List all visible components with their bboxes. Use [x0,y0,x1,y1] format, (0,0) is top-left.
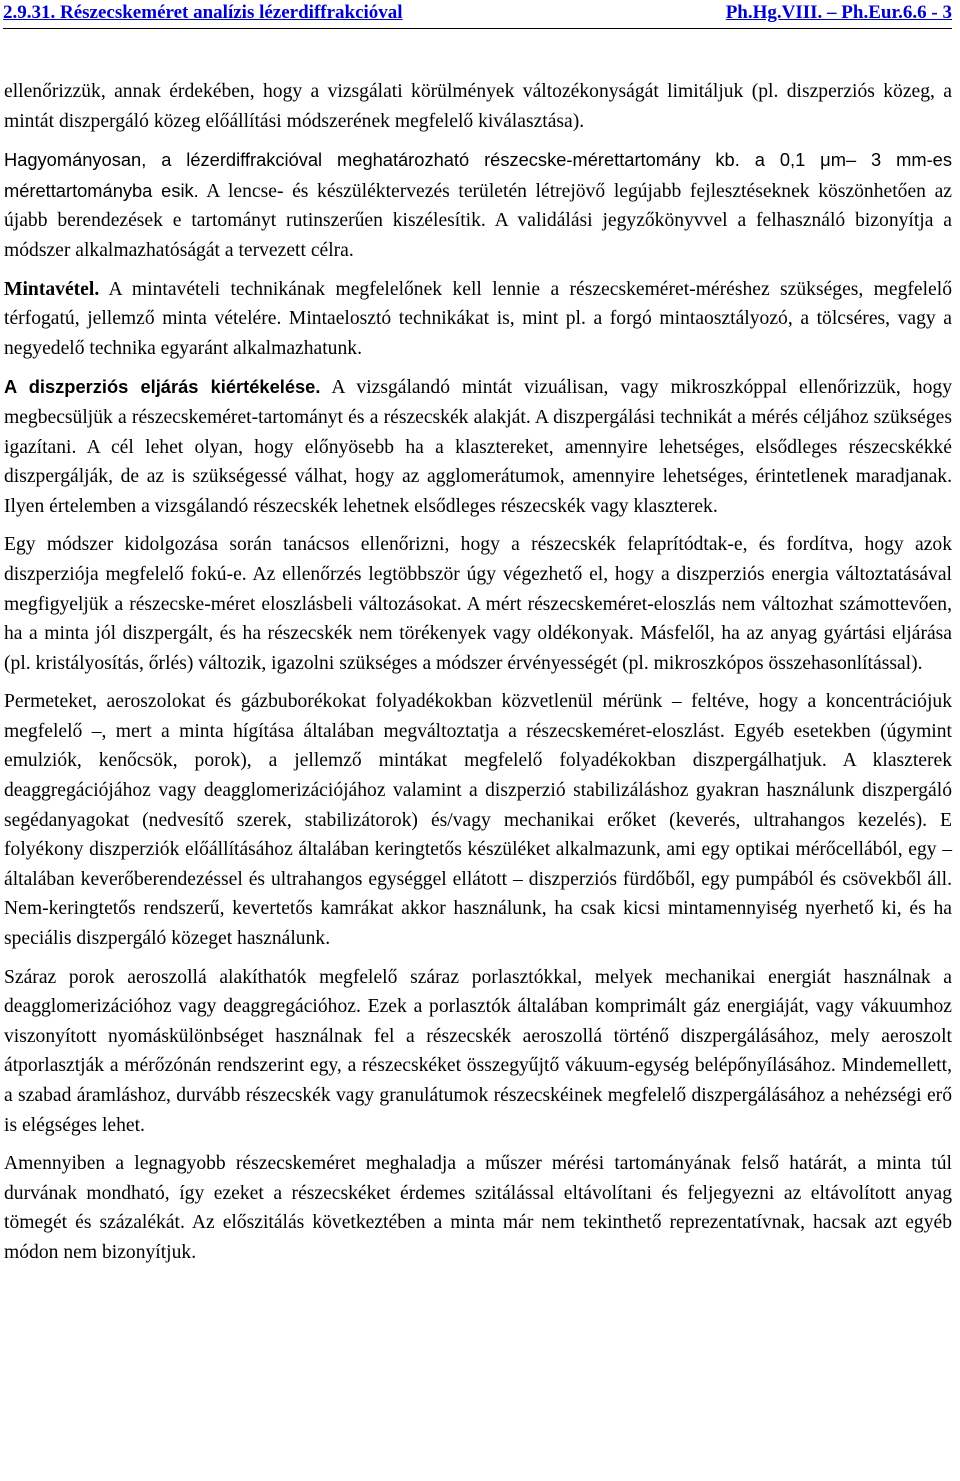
document-body [4,77,952,1268]
paragraph-method-development [4,530,952,678]
paragraph-heading: Mintavétel. [4,278,100,300]
paragraph-text: ellenőrizzük, annak érdekében, hogy a vizsgálati körülmények változékonyságát limitáljuk (pl. diszperziós közeg, a mintát diszpergáló közeg előállítási módszerének megfelelő kiválasztása). [4,81,952,132]
paragraph-dispersion-evaluation [4,372,952,521]
paragraph-dry-powder [4,963,952,1141]
paragraph-text: A vizsgálandó mintát vizuálisan, vagy mikroszkóppal ellenőrizzük, hogy megbecsüljük a részecskeméret-tartományt és a részecskék alakját. A diszpergálási technikát a mérés céljához szükséges igazítani. A cél lehet olyan, hogy előnyösebb ha a klasztereket, amennyire lehetséges, elsődleges részecskékké diszpergálják, de az is szükségessé válhat, hogy az agglomerátumok, amennyire lehetséges, érintetlenek maradjanak. Ilyen értelemben a vizsgálandó részecskék lehetnek elsődleges részecskék vagy klaszterek. [4,377,952,517]
paragraph-liquid-dispersion [4,687,952,953]
paragraph-text: A validálási jegyzőkönyvvel a felhasználó bizonyítja a módszer alkalmazhatóságát a tervezett célra. [4,210,952,261]
paragraph-measurement-range [4,145,952,265]
paragraph-text: Egy módszer kidolgozása során tanácsos ellenőrizni, hogy a részecskék felaprítódtak-e, és fordítva, hogy azok diszperziója megfelelő fokú-e. Az ellenőrzés legtöbbször úgy végezhető el, hogy a diszperziós energia változtatásával megfigyeljük a részecske-méret eloszlásbeli változásokat. A mért részecskeméret-eloszlás nem változhat számottevően, ha a minta jól diszpergált, és ha részecskék nem törékenyek vagy oldékonyak. Másfelől, ha az anyag gyártási eljárása (pl. kristályosítás, őrlés) változik, igazolni szükséges a módszer érvényességét (pl. mikroszkópos összehasonlítással). [4,534,952,674]
paragraph-sampling [4,275,952,364]
paragraph-continuation [4,77,952,136]
pharmacopoeia-reference: Ph.Hg.VIII. – Ph.Eur.6.6 - 3 [725,2,952,23]
paragraph-text: Permeteket, aeroszolokat és gázbuborékokat folyadékokban közvetlenül mérünk – feltéve, hogy a koncentrációjuk megfelelő –, mert a minta hígítása általában megváltoztatja a részecskeméret-eloszlást. Egyéb esetekben (úgymint emulziók, kenőcsök, porok), a jellemző mintákat megfelelő folyadékokban diszpergálhatjuk. A klaszterek deaggregációjához vagy deagglomerizációjához valamint a diszperzió stabilizáláshoz gyakran használunk diszpergáló segédanyagokat (nedvesítő szerek, stabilizátorok) és/vagy mechanikai erőket (keverés, ultrahangos kezelés). E folyékony diszperziók előállításához általában keringtetős készüléket alkalmazunk, ami egy optikai mérőcellából, egy – általában keverőberendezéssel és ultrahangos egységgel ellátott – diszperziós fürdőből, egy pumpából és csövekből áll. Nem-keringtetős rendszerű, kevertetős kamrákat akkor használunk, ha csak kicsi mintamennyiség nyerhető ki, és ha speciális diszpergáló közeget használunk. [4,691,952,950]
paragraph-text-sans: Hagyományosan, a lézerdiffrakcióval meghatározható részecske-mérettartomány kb. a 0,1 μm– 3 mm-es mérettartományba esik. [4,149,952,201]
paragraph-text: Amennyiben a legnagyobb részecskeméret meghaladja a műszer mérési tartományának felső határát, a minta túl durvának mondható, így ezeket a részecskéket érdemes szitálással eltávolítani és feljegyezni az eltávolított anyag tömegét és százalékát. Az előszitálás következtében a minta már nem tekinthető reprezentatívnak, hacsak azt egyéb módon nem bizonyítjuk. [4,1153,952,1263]
paragraph-text: Száraz porok aeroszollá alakíthatók megfelelő száraz porlasztókkal, melyek mechanikai energiát használnak a deagglomerizációhoz vagy deaggregációhoz. Ezek a porlasztók általában komprimált gáz energiáját, vagy vákuumhoz viszonyított nyomáskülönbséget használnak fel a részecskék aeroszollá történő diszpergálásához, mely aeroszolt átporlasztják a mérőzónán rendszerint egy, a részecskéket összegyűjtő vákuum-egység belépőnyílásához. Mindemellett, a szabad áramláshoz, durvább részecskék vagy granulátumok részecskéinek megfelelő diszpergálásához a nehézségi erő is elégséges lehet. [4,966,952,1136]
paragraph-text: A lencse- és készüléktervezés területén létrejövő legújabb fejlesztéseknek köszönhetően az újabb berendezések e tartományt rutinszerűen kiszélesítik. [4,180,952,232]
paragraph-text: A mintavételi technikának megfelelőnek kell lennie a részecskeméret-méréshez szükséges, megfelelő térfogatú, jellemző minta vételére. Mintaelosztó technikákat is, mint pl. a forgó mintaosztályozó, a tölcséres, vagy a negyedelő technika egyaránt alkalmazhatunk. [4,278,952,359]
section-title: 2.9.31. Részecskeméret analízis lézerdiffrakcióval [3,2,403,23]
page-header [3,0,952,29]
paragraph-coarse-particles [4,1149,952,1267]
paragraph-heading: A diszperziós eljárás kiértékelése. [4,376,321,398]
